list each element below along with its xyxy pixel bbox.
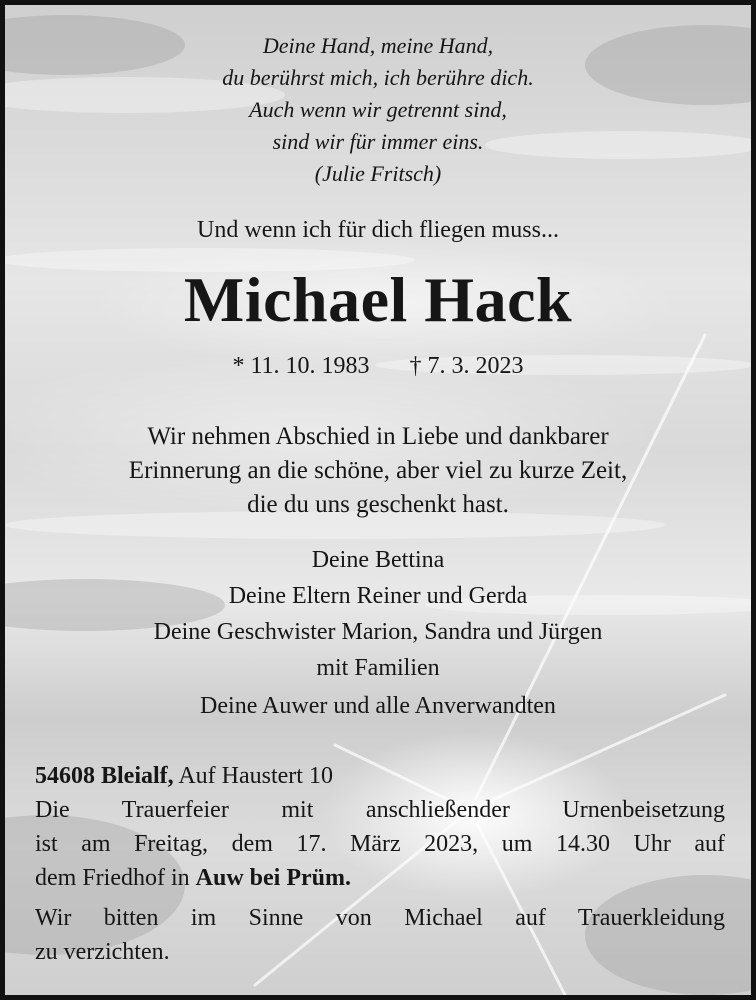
mourner-line-2: Deine Eltern Reiner und Gerda bbox=[228, 583, 528, 609]
address-place: 54608 Bleialf, bbox=[35, 763, 174, 789]
life-dates bbox=[5, 353, 751, 380]
poem-line-1: Deine Hand, meine Hand, bbox=[262, 33, 494, 58]
birth-date: * 11. 10. 1983 bbox=[232, 353, 370, 379]
address-street: Auf Haustert 10 bbox=[173, 763, 333, 789]
farewell-line-2: Erinnerung an die schöne, aber viel zu kurze Zeit, bbox=[128, 457, 628, 484]
mourner-line-4: mit Familien bbox=[316, 655, 440, 681]
address-line bbox=[35, 763, 725, 790]
death-date: † 7. 3. 2023 bbox=[409, 353, 524, 379]
farewell-line-3: die du uns geschenkt hast. bbox=[247, 491, 509, 518]
ceremony-line-3 bbox=[35, 865, 725, 892]
lead-line: Und wenn ich für dich fliegen muss... bbox=[197, 217, 559, 243]
mourner-line-3: Deine Geschwister Marion, Sandra und Jürgen bbox=[153, 619, 603, 645]
request-line-1: Wir bitten im Sinne von Michael auf Trauerkleidung bbox=[35, 905, 725, 931]
farewell-line-1: Wir nehmen Abschied in Liebe und dankbarer bbox=[147, 423, 609, 450]
deceased-name: Michael Hack bbox=[183, 264, 573, 335]
ceremony-place-prefix: dem Friedhof in bbox=[35, 865, 196, 891]
ceremony-place: Auw bei Prüm. bbox=[195, 865, 351, 891]
mourner-line-5: Deine Auwer und alle Anverwandten bbox=[200, 693, 556, 719]
poem-line-3: Auch wenn wir getrennt sind, bbox=[249, 97, 507, 122]
request-line-2: zu verzichten. bbox=[35, 939, 170, 965]
ceremony-line-1: Die Trauerfeier mit anschließender Urnenbeisetzung bbox=[35, 797, 725, 823]
mourner-line-1: Deine Bettina bbox=[311, 547, 445, 573]
poem-line-4: sind wir für immer eins. bbox=[272, 129, 484, 154]
ceremony-line-2: ist am Freitag, dem 17. März 2023, um 14.30 Uhr auf bbox=[35, 831, 725, 857]
poem-line-2: du berührst mich, ich berühre dich. bbox=[222, 65, 534, 90]
poem-author: (Julie Fritsch) bbox=[314, 161, 442, 186]
